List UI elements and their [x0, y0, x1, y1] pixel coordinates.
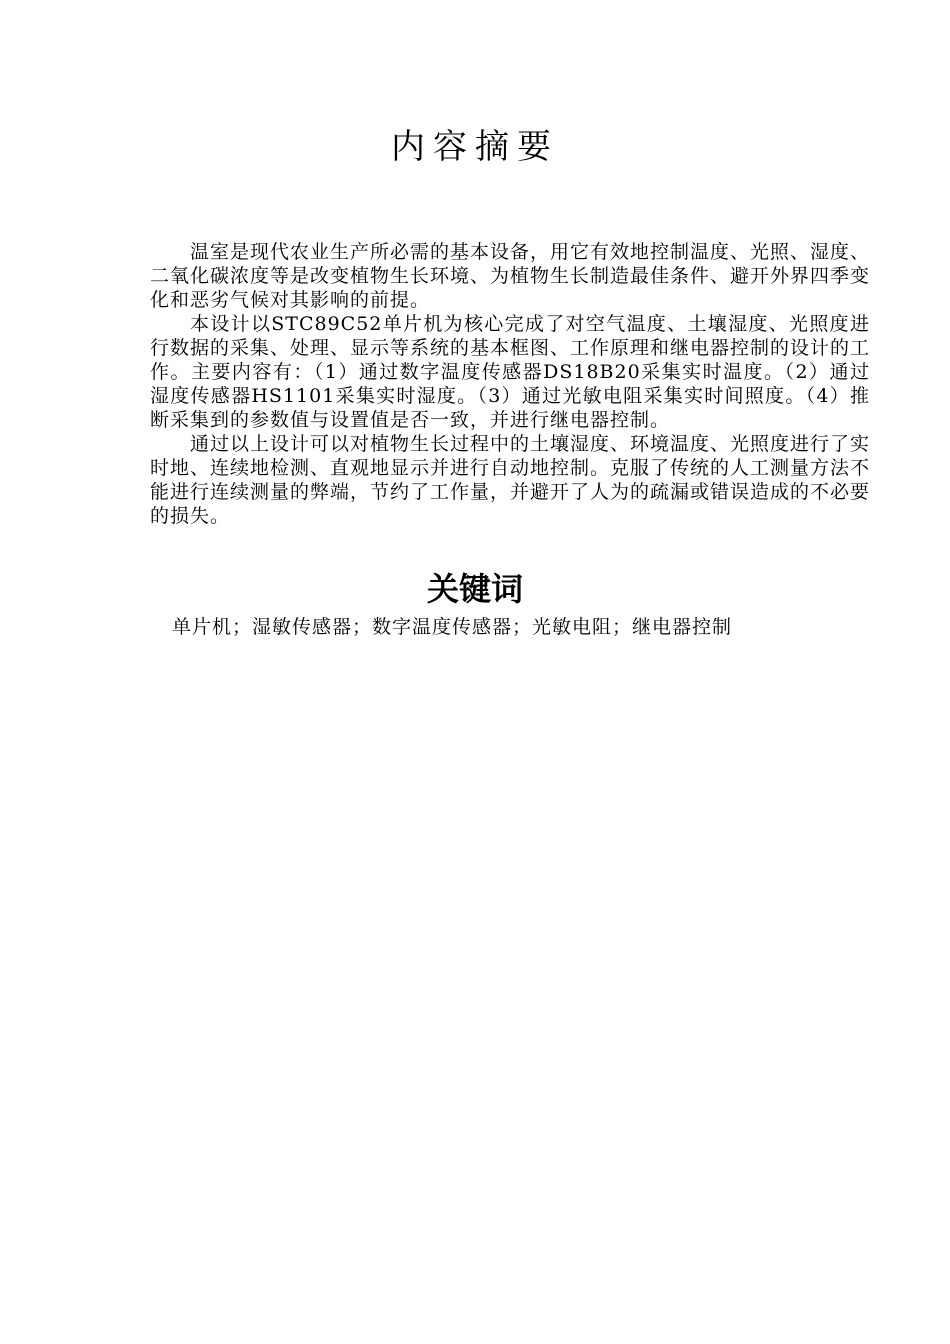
- keywords-heading: 关键词: [426, 570, 523, 608]
- abstract-paragraph-1: 温室是现代农业生产所必需的基本设备，用它有效地控制温度、光照、湿度、二氧化碳浓度等是改变植物生长环境、为植物生长制造最佳条件、避开外界四季变化和恶劣气候对其影响的前提。: [150, 241, 871, 311]
- abstract-paragraph-3: 通过以上设计可以对植物生长过程中的土壤湿度、环境温度、光照度进行了实时地、连续地检测、直观地显示并进行自动地控制。克服了传统的人工测量方法不能进行连续测量的弊端，节约了工作量，并避开了人为的疏漏或错误造成的不必要的损失。: [150, 433, 871, 527]
- keywords-list: 单片机；湿敏传感器；数字温度传感器；光敏电阻；继电器控制: [172, 616, 733, 638]
- page-title: 内容摘要: [391, 127, 559, 167]
- abstract-paragraph-2: 本设计以STC89C52单片机为核心完成了对空气温度、土壤湿度、光照度进行数据的采集、处理、显示等系统的基本框图、工作原理和继电器控制的设计的工作。主要内容有：（1）通过数字温度传感器DS18B20采集实时温度。（2）通过湿度传感器HS1101采集实时湿度。（3）通过光敏电阻采集实时间照度。（4）推断采集到的参数值与设置值是否一致，并进行继电器控制。: [150, 313, 871, 431]
- abstract-body: [150, 240, 870, 528]
